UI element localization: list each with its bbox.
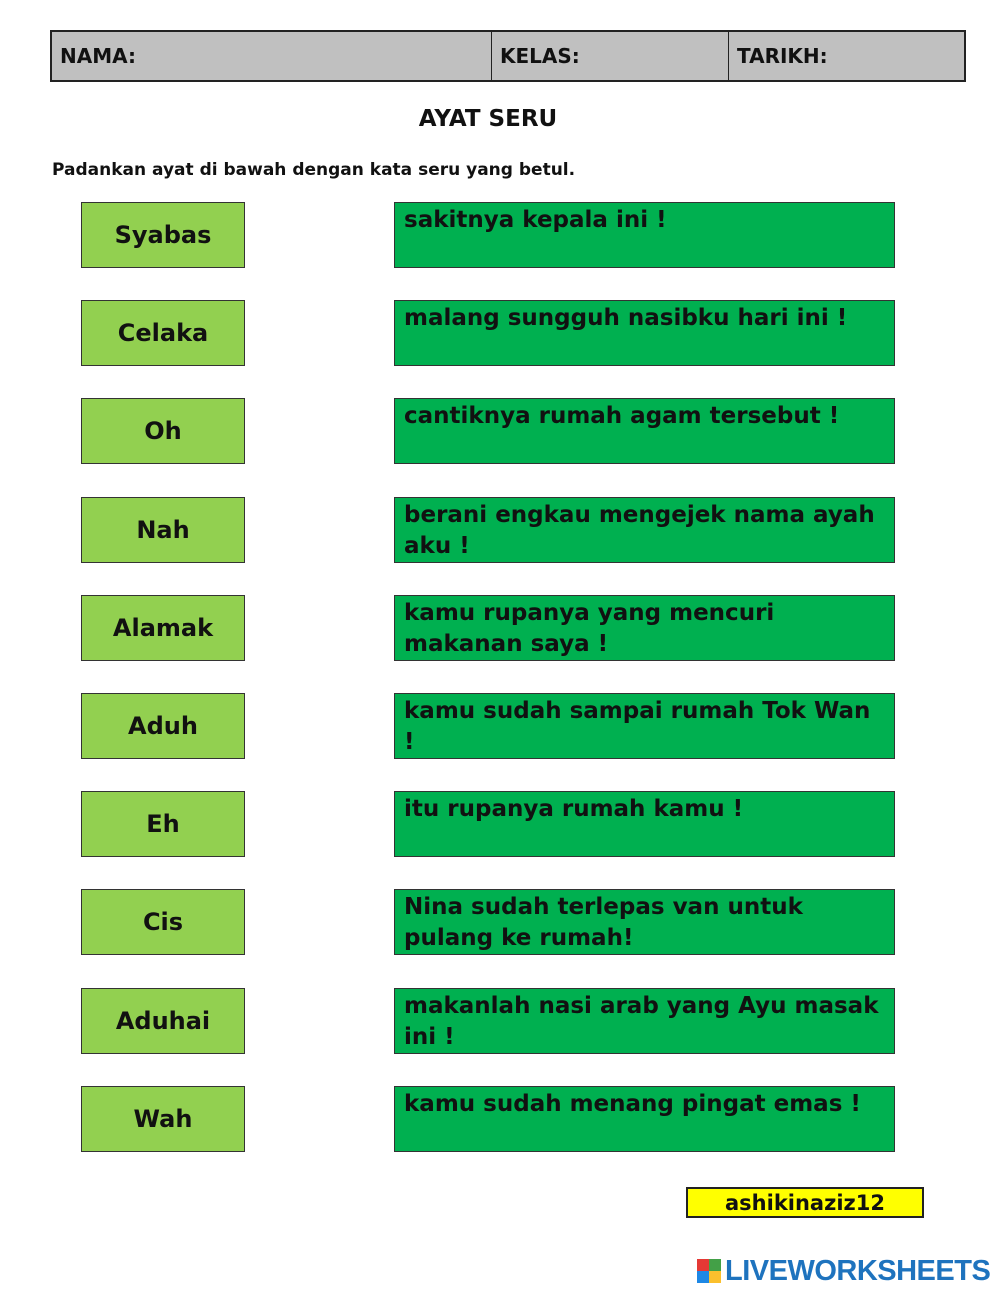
worksheet-title: AYAT SERU xyxy=(418,106,558,132)
header-table xyxy=(50,30,966,82)
sentence-box[interactable]: berani engkau mengejek nama ayah aku ! xyxy=(394,497,895,563)
word-box[interactable]: Oh xyxy=(81,398,245,464)
word-box[interactable]: Celaka xyxy=(81,300,245,366)
logo-square xyxy=(709,1271,721,1283)
word-box[interactable]: Nah xyxy=(81,497,245,563)
logo-square xyxy=(709,1259,721,1271)
sentence-box[interactable]: makanlah nasi arab yang Ayu masak ini ! xyxy=(394,988,895,1054)
word-box[interactable]: Cis xyxy=(81,889,245,955)
sentence-box[interactable]: sakitnya kepala ini ! xyxy=(394,202,895,268)
sentence-box[interactable]: cantiknya rumah agam tersebut ! xyxy=(394,398,895,464)
liveworksheets-brand xyxy=(697,1254,990,1288)
word-box[interactable]: Alamak xyxy=(81,595,245,661)
kelas-label: KELAS: xyxy=(500,44,580,68)
sentence-box[interactable]: kamu sudah sampai rumah Tok Wan ! xyxy=(394,693,895,759)
word-box[interactable]: Aduh xyxy=(81,693,245,759)
nama-label: NAMA: xyxy=(60,44,136,68)
tarikh-label: TARIKH: xyxy=(737,44,828,68)
instruction-text: Padankan ayat di bawah dengan kata seru yang betul. xyxy=(52,160,576,180)
sentence-box[interactable]: kamu sudah menang pingat emas ! xyxy=(394,1086,895,1152)
logo-square xyxy=(697,1271,709,1283)
author-badge: ashikinaziz12 xyxy=(686,1187,924,1218)
sentence-box[interactable]: itu rupanya rumah kamu ! xyxy=(394,791,895,857)
word-box[interactable]: Syabas xyxy=(81,202,245,268)
sentence-box[interactable]: kamu rupanya yang mencuri makanan saya ! xyxy=(394,595,895,661)
sentence-box[interactable]: malang sungguh nasibku hari ini ! xyxy=(394,300,895,366)
liveworksheets-logo-icon xyxy=(697,1259,721,1283)
logo-square xyxy=(697,1259,709,1271)
kelas-field[interactable] xyxy=(492,32,729,80)
sentence-box[interactable]: Nina sudah terlepas van untuk pulang ke rumah! xyxy=(394,889,895,955)
nama-field[interactable] xyxy=(52,32,492,80)
word-box[interactable]: Wah xyxy=(81,1086,245,1152)
tarikh-field[interactable] xyxy=(729,32,964,80)
word-box[interactable]: Eh xyxy=(81,791,245,857)
word-box[interactable]: Aduhai xyxy=(81,988,245,1054)
brand-name: LIVEWORKSHEETS xyxy=(725,1254,991,1287)
